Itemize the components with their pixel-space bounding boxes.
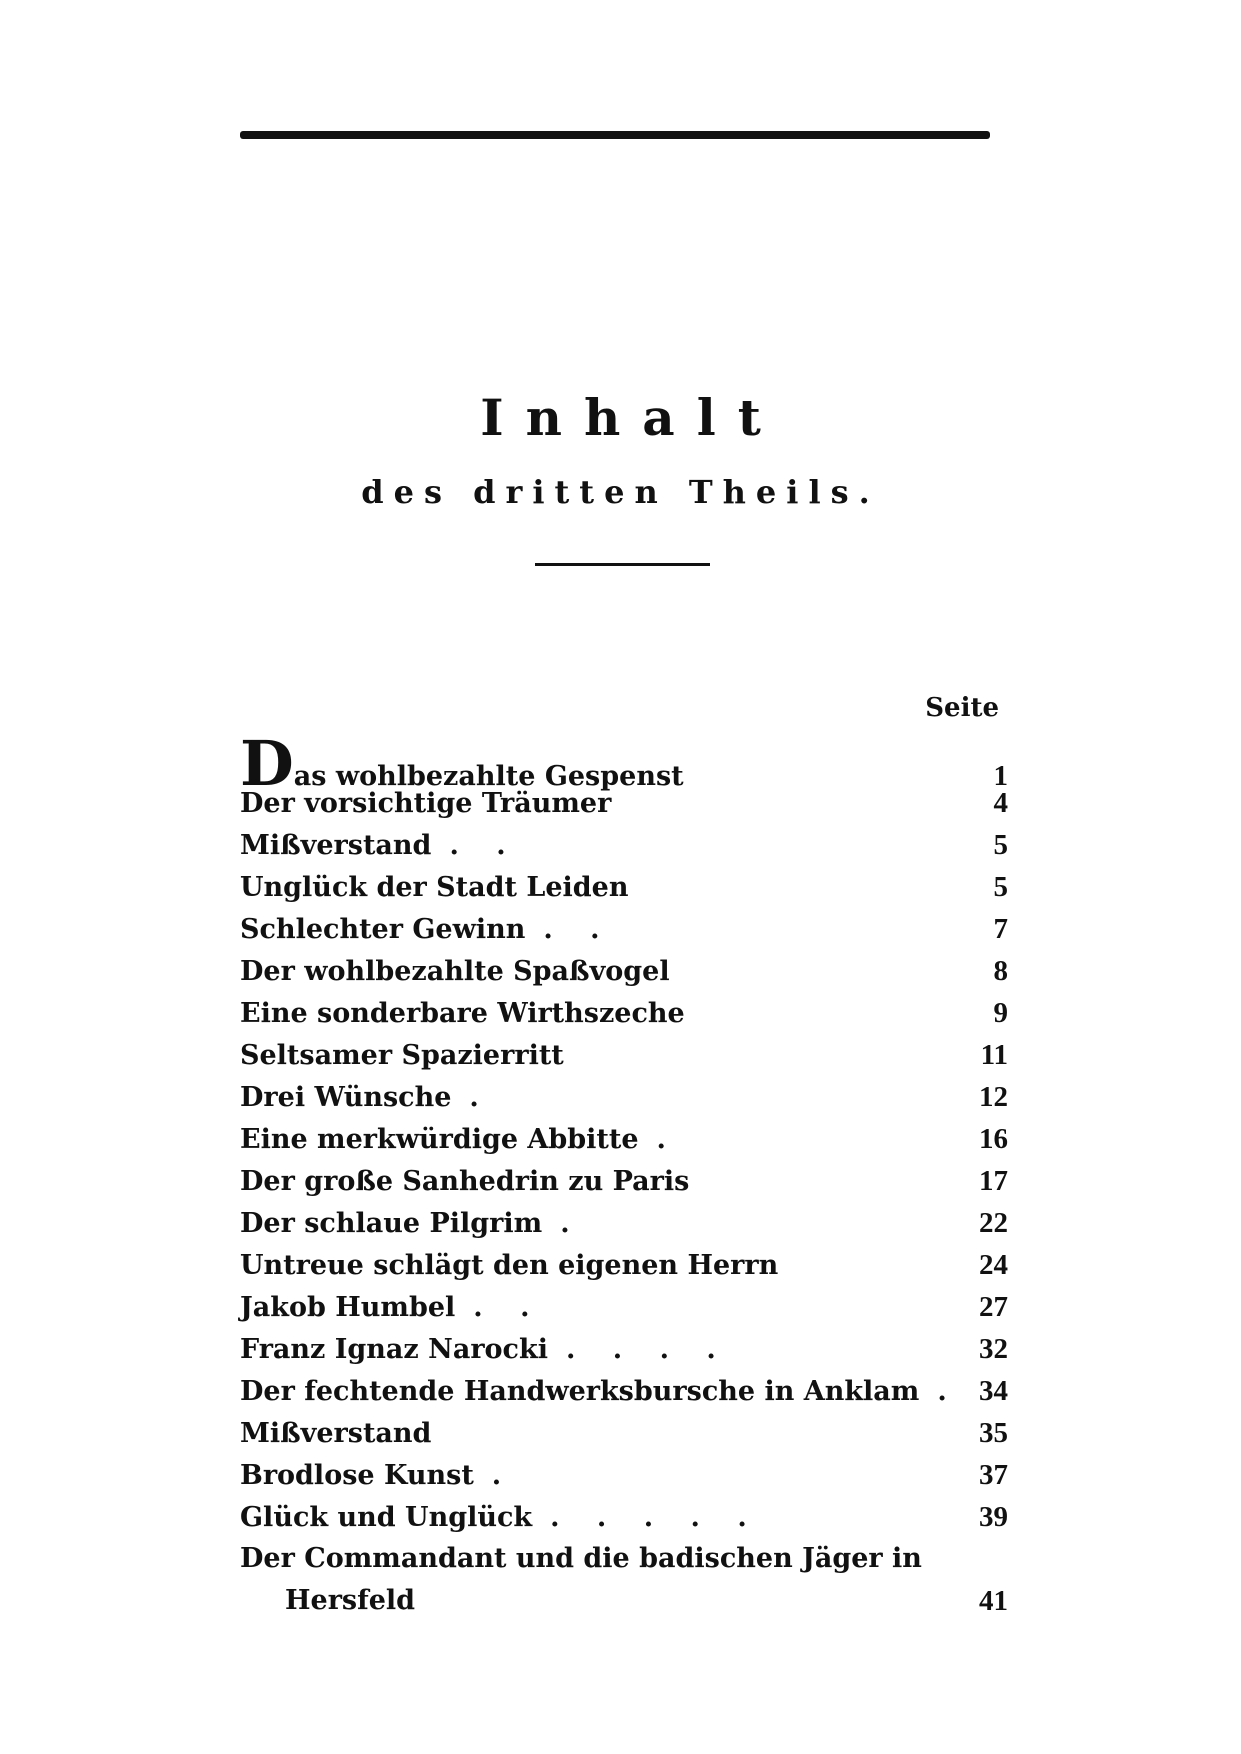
toc-page-number: 24	[979, 1249, 1008, 1281]
toc-entry	[240, 1081, 1008, 1123]
toc-page-number: 4	[993, 787, 1008, 819]
toc-entry-title: Drei Wünsche	[240, 1082, 452, 1113]
toc-leader-dots: .	[560, 1208, 584, 1239]
toc-page-number: 1	[993, 760, 1008, 792]
toc-entry-title-rest: as wohlbezahlte Gespenst	[293, 761, 684, 792]
toc-entry-title: Brodlose Kunst	[240, 1460, 474, 1491]
toc-entry-title: Mißverstand	[240, 1418, 432, 1449]
toc-entry-title: Untreue schlägt den eigenen Herrn	[240, 1250, 779, 1281]
toc-entry	[240, 871, 1008, 913]
toc-entry-title: Schlechter Gewinn	[240, 914, 526, 945]
toc-page-number: 17	[979, 1165, 1008, 1197]
toc-page-number: 35	[979, 1417, 1008, 1449]
page-subtitle: des dritten Theils.	[361, 473, 880, 511]
page-column-label: Seite	[925, 693, 999, 723]
toc-leader-dots: .	[937, 1376, 961, 1407]
toc-entry	[240, 829, 1008, 871]
toc-page-number: 12	[979, 1081, 1008, 1113]
toc-entry-title: Mißverstand	[240, 830, 432, 861]
toc-entry	[240, 1417, 1008, 1459]
toc-entry-line	[240, 1585, 1008, 1627]
toc-entry-title-continued: Hersfeld	[285, 1585, 416, 1616]
toc-entry	[240, 1291, 1008, 1333]
toc-entry	[240, 1207, 1008, 1249]
toc-entry	[240, 913, 1008, 955]
toc-page-number: 11	[980, 1039, 1008, 1071]
toc-leader-dots: . . . . .	[550, 1502, 761, 1533]
toc-page-number: 27	[979, 1291, 1008, 1323]
toc-entry-title: Seltsamer Spazierritt	[240, 1040, 564, 1071]
toc-entry	[240, 1249, 1008, 1291]
toc-entry-title: Der große Sanhedrin zu Paris	[240, 1166, 690, 1197]
top-rule	[240, 131, 990, 139]
toc-entry-title: Der vorsichtige Träumer	[240, 788, 612, 819]
toc-entry	[240, 1039, 1008, 1081]
toc-entry-title: Unglück der Stadt Leiden	[240, 872, 629, 903]
toc-leader-dots: .	[491, 1460, 516, 1491]
toc-entry	[240, 1333, 1008, 1375]
toc-entry	[240, 1501, 1008, 1543]
table-of-contents	[240, 727, 1008, 1627]
toc-page-number: 7	[993, 913, 1008, 945]
toc-page-number: 5	[993, 871, 1008, 903]
toc-entry	[240, 1123, 1008, 1165]
toc-page-number: 41	[979, 1585, 1008, 1617]
toc-entry	[240, 1543, 1008, 1627]
toc-page-number: 39	[979, 1501, 1008, 1533]
toc-page-number: 32	[979, 1333, 1008, 1365]
toc-entry-title: Jakob Humbel	[240, 1292, 456, 1323]
drop-cap-initial: D	[240, 727, 294, 800]
toc-page-number: 34	[979, 1375, 1008, 1407]
toc-entry-title: Glück und Unglück	[240, 1502, 533, 1533]
toc-leader-dots: .	[656, 1124, 680, 1155]
toc-entry-title: Eine sonderbare Wirthszeche	[240, 998, 685, 1029]
toc-entry-title: Der Commandant und die badischen Jäger in	[240, 1543, 922, 1574]
toc-entry	[240, 1165, 1008, 1207]
toc-entry-title: Der wohlbezahlte Spaßvogel	[240, 956, 670, 987]
page-title: Inhalt	[480, 388, 783, 447]
toc-entry-line	[240, 1543, 930, 1585]
toc-leader-dots: . . . .	[565, 1334, 730, 1365]
toc-leader-dots: . .	[543, 914, 614, 945]
toc-page-number: 9	[993, 997, 1008, 1029]
toc-entry-title: Franz Ignaz Narocki	[240, 1334, 548, 1365]
toc-entry	[240, 955, 1008, 997]
toc-page-number: 37	[979, 1459, 1008, 1491]
toc-page-number: 8	[993, 955, 1008, 987]
toc-entry-title	[240, 727, 684, 800]
toc-entry	[240, 1459, 1008, 1501]
toc-entry-title: Der fechtende Handwerksbursche in Anklam	[240, 1376, 920, 1407]
toc-page-number: 5	[993, 829, 1008, 861]
divider-rule	[535, 563, 710, 566]
toc-leader-dots: . .	[449, 830, 520, 861]
toc-entry	[240, 727, 1008, 800]
toc-page-number: 16	[979, 1123, 1008, 1155]
toc-entry	[240, 787, 1008, 829]
toc-entry	[240, 1375, 1008, 1417]
toc-entry-title: Eine merkwürdige Abbitte	[240, 1124, 639, 1155]
toc-leader-dots: .	[469, 1082, 493, 1113]
toc-leader-dots: . .	[473, 1292, 544, 1323]
toc-entry-title: Der schlaue Pilgrim	[240, 1208, 543, 1239]
toc-page-number: 22	[979, 1207, 1008, 1239]
toc-entry	[240, 997, 1008, 1039]
